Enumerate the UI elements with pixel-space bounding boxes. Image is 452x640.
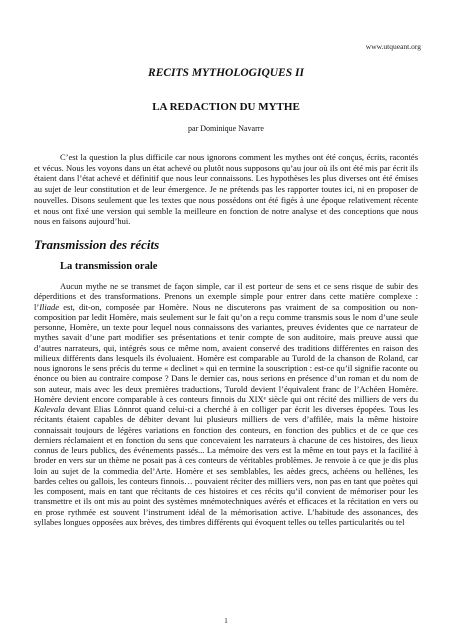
work-title: Kalevala — [34, 404, 65, 414]
author-line: par Dominique Navarre — [188, 124, 264, 133]
document-subtitle: LA REDACTION DU MYTHE — [152, 101, 300, 113]
intro-paragraph: C’est la question la plus difficile car nous ignorons comment les mythes ont été conçus, écrits, racontés et vécus. Nous les voyons dans un état achevé ou plutôt nous supposons qu’au jour où ils ont été mis par écrit ils étaient dans l’état achevé et définitif que nous leur connaissons. Les hypothèses les plus diverses ont été émises au sujet de leur constitution et de leur émergence. Je ne prétends pas les rapporter toutes ici, ni en proposer de nouvelles. Disons seulement que les textes que nous possédons ont été figés à une époque relativement récente et nous ont fixé une version qui semble la meilleure en fonction de notre analyse et des conceptions que nous nous en faisons aujourd’hui. — [34, 152, 418, 227]
work-title: Iliade — [39, 301, 60, 312]
subsection-heading: La transmission orale — [60, 261, 158, 272]
section-heading: Transmission des récits — [34, 237, 160, 252]
body-paragraph: Aucun mythe ne se transmet de façon simple, car il est porteur de sens et ce sens risque de subir des déperditions et des transformations. Prenons un exemple simple pour entrer dans cette matière complexe : l’Iliade est, dit-on, composée par Homère. Nous ne discuterons pas vraiment de sa composition ou non-composition par ledit Homère, mais seulement sur le fait qu’on a reçu comme transmis sous le nom d’une seule personne, Homère, un texte pour lequel nous connaissons des variantes, preuves évidentes que ce narrateur de mythes savait d’une part modifier ses présentations et tenir compte de son auditoire, mais preuve aussi que d’autres narrateurs, qui, intégrés sous ce même nom, avaient conservé des traditions différentes en raison des milieux différents dans lesquels ils évoluaient. Homère est comparable au Turold de la chanson de Roland, car nous ignorons le sens précis du terme « declinet » qui en termine la souscription : est-ce qu’il signifie raconte ou énonce ou bien au contraire compose ? Dans le dernier cas, nous serions en présence d’un roman et du nom de son auteur, mais avec les deux premières traductions, Turold devient l’équivalent franc de l’Achéen Homère. Homère devient encore comparable à ces conteurs finnois du XIXᵉ siècle qui ont récité des milliers de vers du Kalevala devant Elias Lönnrot quand celui-ci a cherché à en colliger par écrit les diverses épopées. Tous les récitants étaient capables de débiter devant lui plusieurs milliers de vers d’affilée, mais la même histoire connaissait toujours de légères variations en fonction des conteurs, en fonction des publics et de ce que ces derniers réclamaient et en fonction du sens que concevaient les narrateurs à chacune de ces histoires, des lieux connus de leurs publics, des événements passés... La mémoire des vers est la même en tout pays et la facilité à broder en vers sur un thème ne posait pas à ces conteurs de véritables problèmes. Je renvoie à ce que je dis plus loin au sujet de la commedia del’Arte. Homère et ses semblables, les aèdes grecs, achéens ou hellènes, les bardes celtes ou gallois, les conteurs finnois… pouvaient réciter des milliers vers, non pas en tant que poètes qui les composent, mais en tant que récitants de ces histoires et ces récits qu’il convient de mémoriser pour les transmettre et ils ont mis au point des systèmes mnémotechniques avérés et efficaces et la récitation en vers ou en prose rythmée est souvent l’instrument idéal de la mémorisation active. L’habitude des assonances, des syllabes longues opposées aux brèves, des timbres différents qui évoquent telles ou telles particularités ou tel — [34, 281, 418, 527]
site-url: www.utqueant.org — [365, 42, 421, 51]
document-title: RECITS MYTHOLOGIQUES II — [148, 67, 304, 79]
page-number: 1 — [224, 617, 228, 625]
